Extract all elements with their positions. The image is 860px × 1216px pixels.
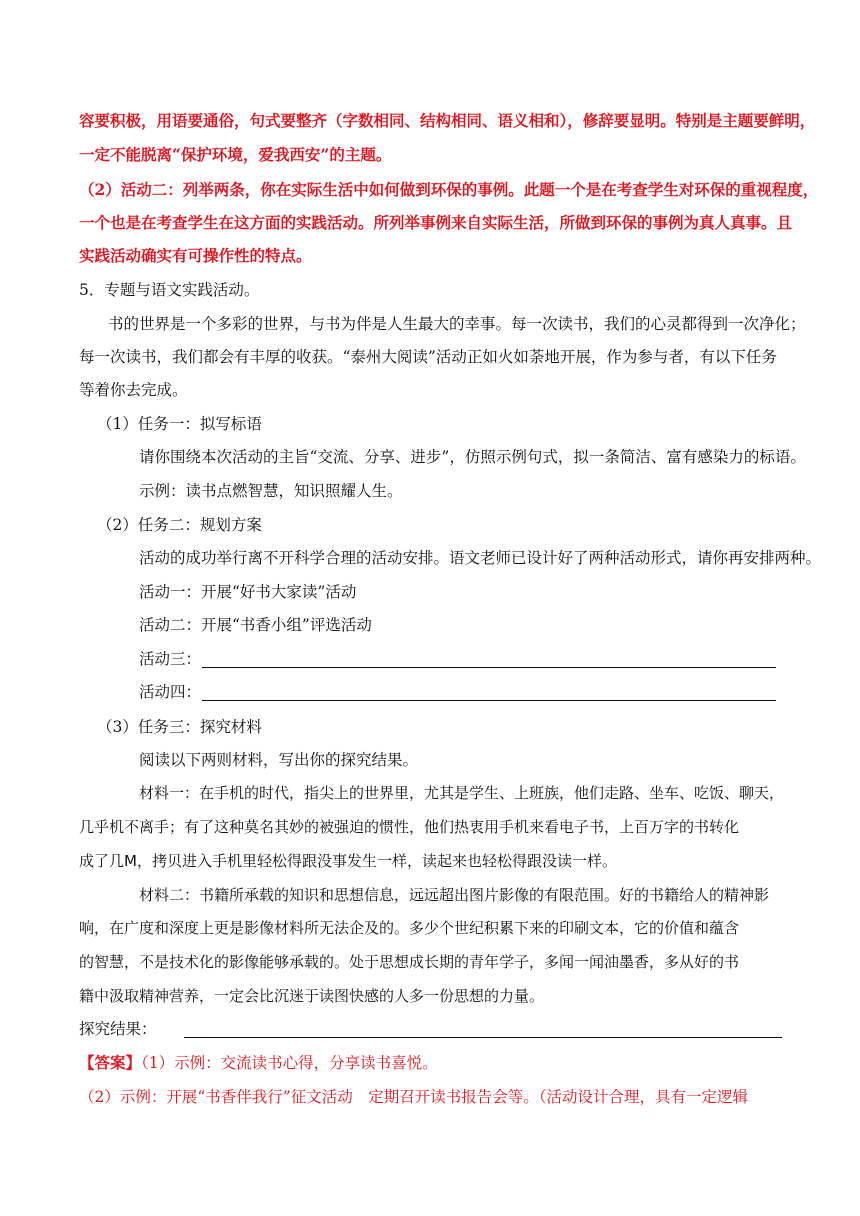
- answer-5-line-2: （2）示例：开展“书香伴我行”征文活动 定期召开读书报告会等。（活动设计合理，具有一定逻辑: [79, 1088, 748, 1106]
- material-2-line-4: 籍中汲取精神营养，一定会比沉迷于读图快感的人多一份思想的力量。: [79, 987, 545, 1005]
- answer-activity2-line-2: 一个也是在考查学生在这方面的实践活动。所列举事例来自实际生活，所做到环保的事例为真人真事。且: [79, 213, 793, 232]
- question-5-heading: 5．专题与语文实践活动。: [79, 281, 260, 299]
- material-1-line-1: 材料一：在手机的时代，指尖上的世界里，尤其是学生、上班族，他们走路、坐车、吃饭、聊天，: [139, 784, 785, 802]
- activity-1: 活动一：开展“好书大家读”活动: [139, 583, 357, 601]
- task-3-title: （3）任务三：探究材料: [97, 718, 262, 736]
- task-2-title: （2）任务二：规划方案: [97, 516, 262, 534]
- task-1-title: （1）任务一：拟写标语: [97, 415, 262, 433]
- task-1-example: 示例：读书点燃智慧，知识照耀人生。: [139, 482, 403, 500]
- material-2-line-3: 的智慧，不是技术化的影像能够承载的。处于思想成长期的青年学子，多闻一闻油墨香，多从好的书: [79, 953, 740, 971]
- answer-activity2-line-1: （2）活动二：列举两条，你在实际生活中如何做到环保的事例。此题一个是在考查学生对环保的重视程度，: [79, 180, 819, 199]
- result-answer-line[interactable]: [184, 1037, 782, 1038]
- material-1-line-3: 成了几M，拷贝进入手机里轻松得跟没事发生一样，读起来也轻松得跟没读一样。: [79, 852, 617, 870]
- answer-5-line-1: [79, 1052, 438, 1074]
- material-1-line-2: 几乎机不离手；有了这种莫名其妙的被强迫的惯性，他们热衷用手机来看电子书，上百万字的书转化: [79, 818, 740, 836]
- material-2-line-1: 材料二：书籍所承载的知识和思想信息，远远超出图片影像的有限范围。好的书籍给人的精神影: [139, 886, 770, 904]
- activity-3-answer-line[interactable]: [202, 667, 776, 668]
- task-1-description: 请你围绕本次活动的主旨“交流、分享、进步”，仿照示例句式，拟一条简洁、富有感染力的标语。: [139, 448, 806, 466]
- task-2-description: 活动的成功举行离不开科学合理的活动安排。语文老师已设计好了两种活动形式，请你再安排两种。: [139, 549, 822, 567]
- material-2-line-2: 响，在广度和深度上更是影像材料所无法企及的。多少个世纪积累下来的印刷文本，它的价值和蕴含: [79, 919, 740, 937]
- activity-4-label: 活动四：: [139, 683, 202, 701]
- activity-2: 活动二：开展“书香小组”评选活动: [139, 616, 372, 634]
- answer-prev-line-2: 一定不能脱离“保护环境，爱我西安”的主题。: [79, 145, 392, 164]
- activity-3-label: 活动三：: [139, 650, 202, 668]
- answer-activity2-line-3: 实践活动确实有可操作性的特点。: [79, 246, 312, 265]
- question-5-intro-line-3: 等着你去完成。: [79, 381, 188, 399]
- question-5-intro-line-2: 每一次读书，我们都会有丰厚的收获。“泰州大阅读”活动正如火如荼地开展，作为参与者，有以下任务: [79, 348, 777, 366]
- question-5-intro-line-1: 书的世界是一个多彩的世界，与书为伴是人生最大的幸事。每一次读书，我们的心灵都得到一次净化；: [108, 315, 806, 333]
- result-label: 探究结果：: [79, 1020, 157, 1038]
- answer-prev-line-1: 容要积极，用语要通俗，句式要整齐（字数相同、结构相同、语义相和），修辞要显明。特别是主题要鲜明，: [79, 111, 816, 130]
- task-3-description: 阅读以下两则材料，写出你的探究结果。: [139, 751, 419, 769]
- answer-tag: 【答案】: [79, 1053, 142, 1072]
- activity-4-answer-line[interactable]: [202, 700, 776, 701]
- answer-5-text-1: （1）示例：交流读书心得，分享读书喜悦。: [141, 1054, 438, 1072]
